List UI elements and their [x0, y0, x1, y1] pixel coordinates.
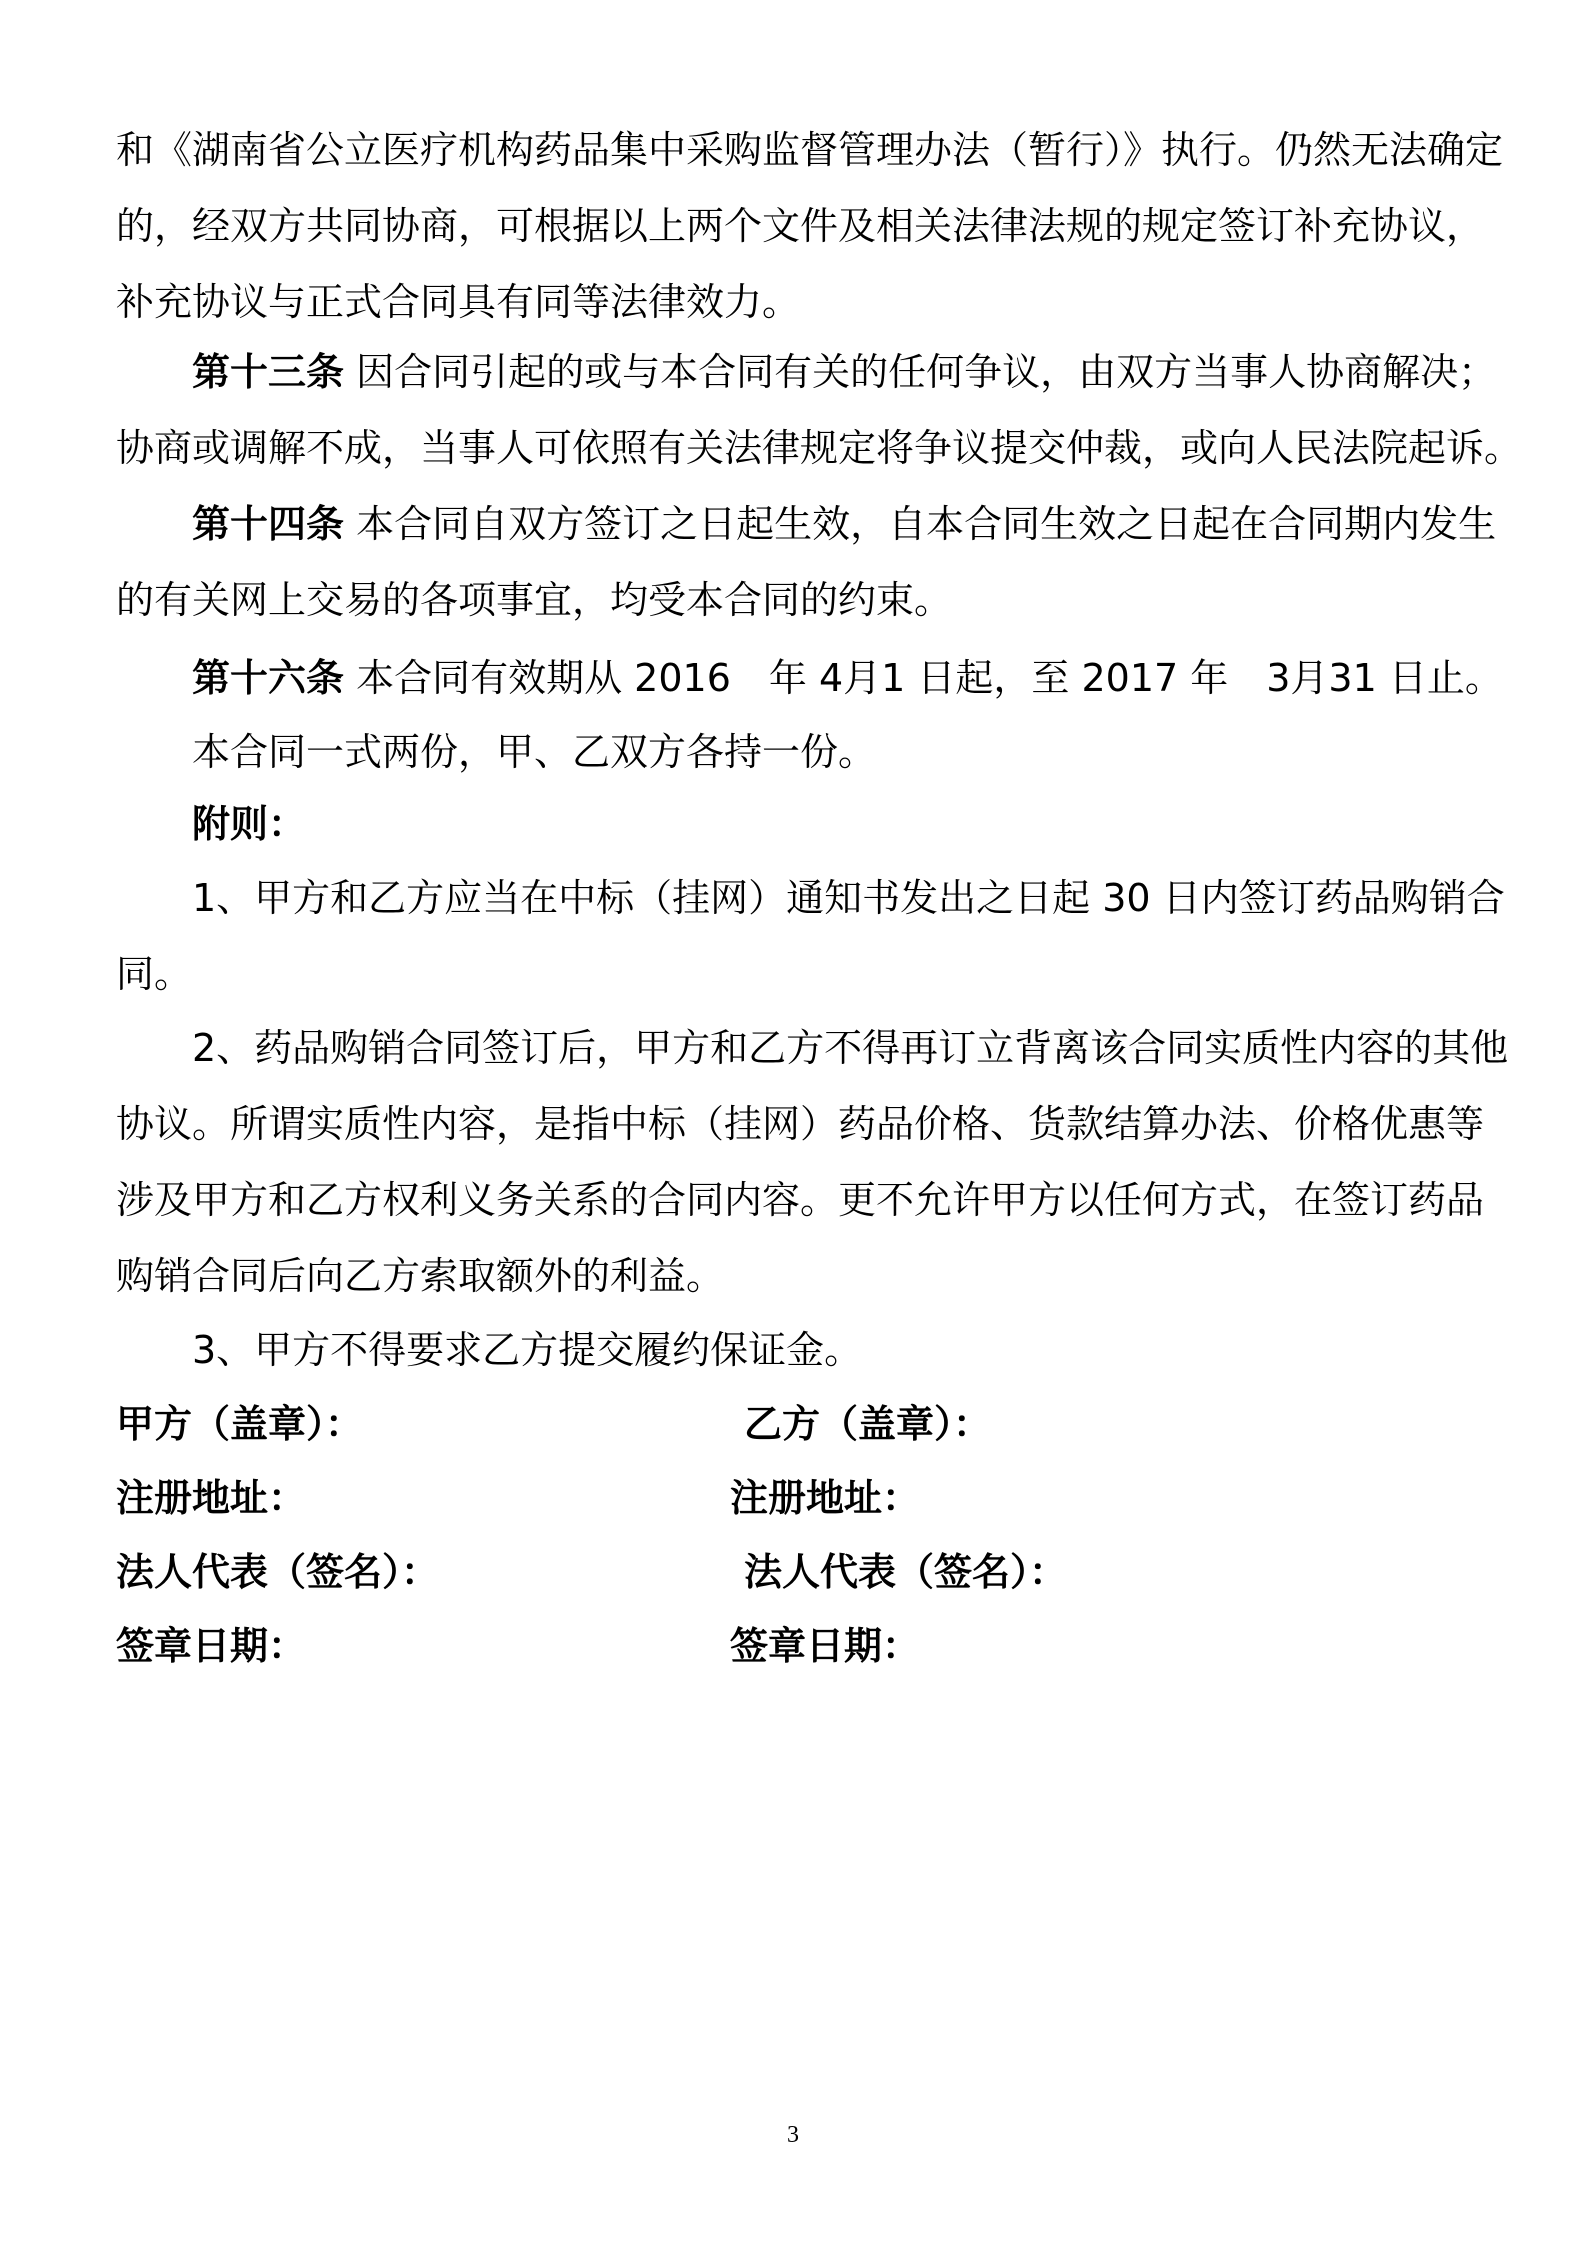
party-b-date-label: 签章日期： — [730, 1624, 921, 1668]
appendix-heading: 附则： — [192, 802, 307, 846]
clause13-text: 因合同引起的或与本合同有关的任何争议，由双方当事人协商解决； — [344, 350, 1497, 394]
clause12-line1: 和《湖南省公立医疗机构药品集中采购监督管理办法（暂行）》执行。仍然无法确定 — [116, 128, 1504, 172]
appendix-item1-line1: 1、甲方和乙方应当在中标（挂网）通知书发出之日起 30 日内签订药品购销合 — [192, 876, 1505, 920]
appendix-item2-line3: 涉及甲方和乙方权利义务关系的合同内容。更不允许甲方以任何方式，在签订药品 — [116, 1178, 1485, 1222]
appendix-item2-line4: 购销合同后向乙方索取额外的利益。 — [116, 1254, 725, 1298]
party-a-date-label: 签章日期： — [116, 1624, 307, 1668]
clause13-line1 — [192, 348, 1496, 396]
clause12-line2: 的，经双方共同协商，可根据以上两个文件及相关法律法规的规定签订补充协议， — [116, 204, 1485, 248]
clause16-heading: 第十六条 — [192, 656, 345, 700]
clause14-line2: 的有关网上交易的各项事宜，均受本合同的约束。 — [116, 578, 953, 622]
appendix-item1-line2: 同。 — [116, 952, 193, 996]
clause13-heading: 第十三条 — [192, 350, 345, 394]
clause13-line2: 协商或调解不成，当事人可依照有关法律规定将争议提交仲裁，或向人民法院起诉。 — [116, 426, 1523, 470]
clause14-heading: 第十四条 — [192, 502, 345, 546]
party-b-seal-label: 乙方（盖章）： — [744, 1402, 992, 1446]
page-number: 3 — [787, 2122, 799, 2148]
party-a-seal-label: 甲方（盖章）： — [116, 1402, 364, 1446]
clause16-text: 本合同有效期从 2016 年 4月1 日起，至 2017 年 3月31 日止。 — [344, 656, 1503, 700]
appendix-item2-line2: 协议。所谓实质性内容，是指中标（挂网）药品价格、货款结算办法、价格优惠等 — [116, 1102, 1485, 1146]
copies-line: 本合同一式两份，甲、乙双方各持一份。 — [192, 730, 877, 774]
clause12-line3: 补充协议与正式合同具有同等法律效力。 — [116, 280, 801, 324]
clause14-line1 — [192, 500, 1496, 548]
party-b-address-label: 注册地址： — [730, 1476, 921, 1520]
appendix-item3: 3、甲方不得要求乙方提交履约保证金。 — [192, 1328, 863, 1372]
clause14-text: 本合同自双方签订之日起生效，自本合同生效之日起在合同期内发生 — [344, 502, 1497, 546]
appendix-item2-line1: 2、药品购销合同签订后，甲方和乙方不得再订立背离该合同实质性内容的其他 — [192, 1026, 1509, 1070]
party-a-legal-rep-label: 法人代表（签名）： — [116, 1550, 440, 1594]
party-b-legal-rep-label: 法人代表（签名）： — [744, 1550, 1068, 1594]
party-a-address-label: 注册地址： — [116, 1476, 307, 1520]
clause16-line1 — [192, 654, 1503, 702]
